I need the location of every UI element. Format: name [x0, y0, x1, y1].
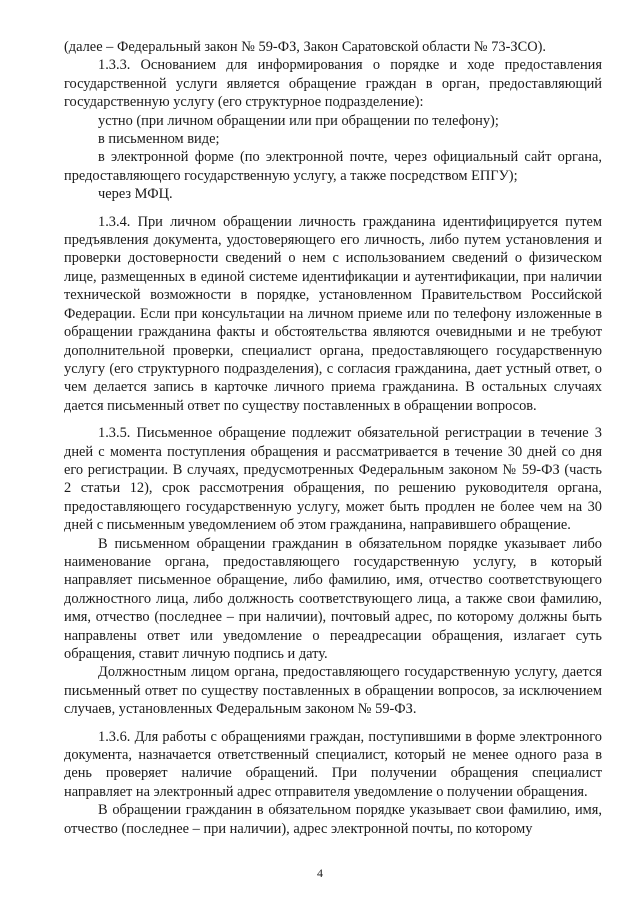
- list-item-written: в письменном виде;: [98, 131, 220, 148]
- paragraph-written-request: В письменном обращении гражданин в обязательном порядке указывает либо наименование органа, предоставляющего государственную услугу, в который направляет письменное обращение, либо фамилию, имя, отчество соответствующего должностного лица, либо должность соответствующего лица, а также свои фамилию, имя, отчество (последнее – при наличии), почтовый адрес, по которому должны быть направлены ответ или уведомление о переадресации обращения, излагает суть обращения, ставит личную подпись и дату.: [64, 535, 602, 662]
- paragraph-continuation: (далее – Федеральный закон № 59-ФЗ, Закон Саратовской области № 73-ЗСО).: [64, 39, 546, 55]
- paragraph-electronic-request: В обращении гражданин в обязательном порядке указывает свои фамилию, имя, отчество (последнее – при наличии), адрес электронной почты, по которому: [64, 802, 602, 837]
- paragraph-1-3-4: 1.3.4. При личном обращении личность гражданина идентифицируется путем предъявления документа, удостоверяющего его личность, либо путем установления и проверки достоверности сведений о нем с использованием сведений о физическом лице, размещенных в единой системе идентификации и аутентификации, при наличии технической возможности в порядке, установленном Правительством Российской Федерации. Если при консультации на личном приеме или по телефону изложенные в обращении гражданина факты и обстоятельства являются очевидными и не требуют дополнительной проверки, специалист органа, предоставляющего государственную услугу (его структурного подразделения), с согласия гражданина, дает устный ответ, о чем делается запись в карточке личного приема гражданина. В остальных случаях дается письменный ответ по существу поставленных в обращении вопросов.: [64, 213, 602, 414]
- paragraph-1-3-5: 1.3.5. Письменное обращение подлежит обязательной регистрации в течение 3 дней с момента поступления обращения и рассматривается в течение 30 дней со дня его регистрации. В случаях, предусмотренных Федеральным законом № 59-ФЗ (часть 2 статьи 12), срок рассмотрения обращения, по решению руководителя органа, предоставляющего государственную услугу, может быть продлен не более чем на 30 дней с письменным уведомлением об этом гражданина, направившего обращение.: [64, 425, 602, 534]
- list-item-mfc: через МФЦ.: [98, 186, 173, 203]
- list-item-electronic: в электронной форме (по электронной почте, через официальный сайт органа, предоставляющего государственную услугу, а также посредством ЕПГУ);: [64, 149, 602, 184]
- page-number: 4: [317, 866, 323, 880]
- paragraph-1-3-3: 1.3.3. Основанием для информирования о порядке и ходе предоставления государственной услуги является обращение граждан в орган, предоставляющий государственную услугу (его структурное подразделение):: [64, 57, 602, 111]
- paragraph-official-answer: Должностным лицом органа, предоставляющего государственную услугу, дается письменный ответ по существу поставленных в обращении вопросов, за исключением случаев, установленных Федеральным законом № 59-ФЗ.: [64, 664, 602, 718]
- list-item-oral: устно (при личном обращении или при обращении по телефону);: [98, 112, 499, 129]
- paragraph-1-3-6: 1.3.6. Для работы с обращениями граждан, поступившими в форме электронного документа, назначается ответственный специалист, который не менее одного раза в день проверяет наличие обращений. При получении обращения специалист направляет на электронный адрес отправителя уведомление о получении обращения.: [64, 728, 602, 800]
